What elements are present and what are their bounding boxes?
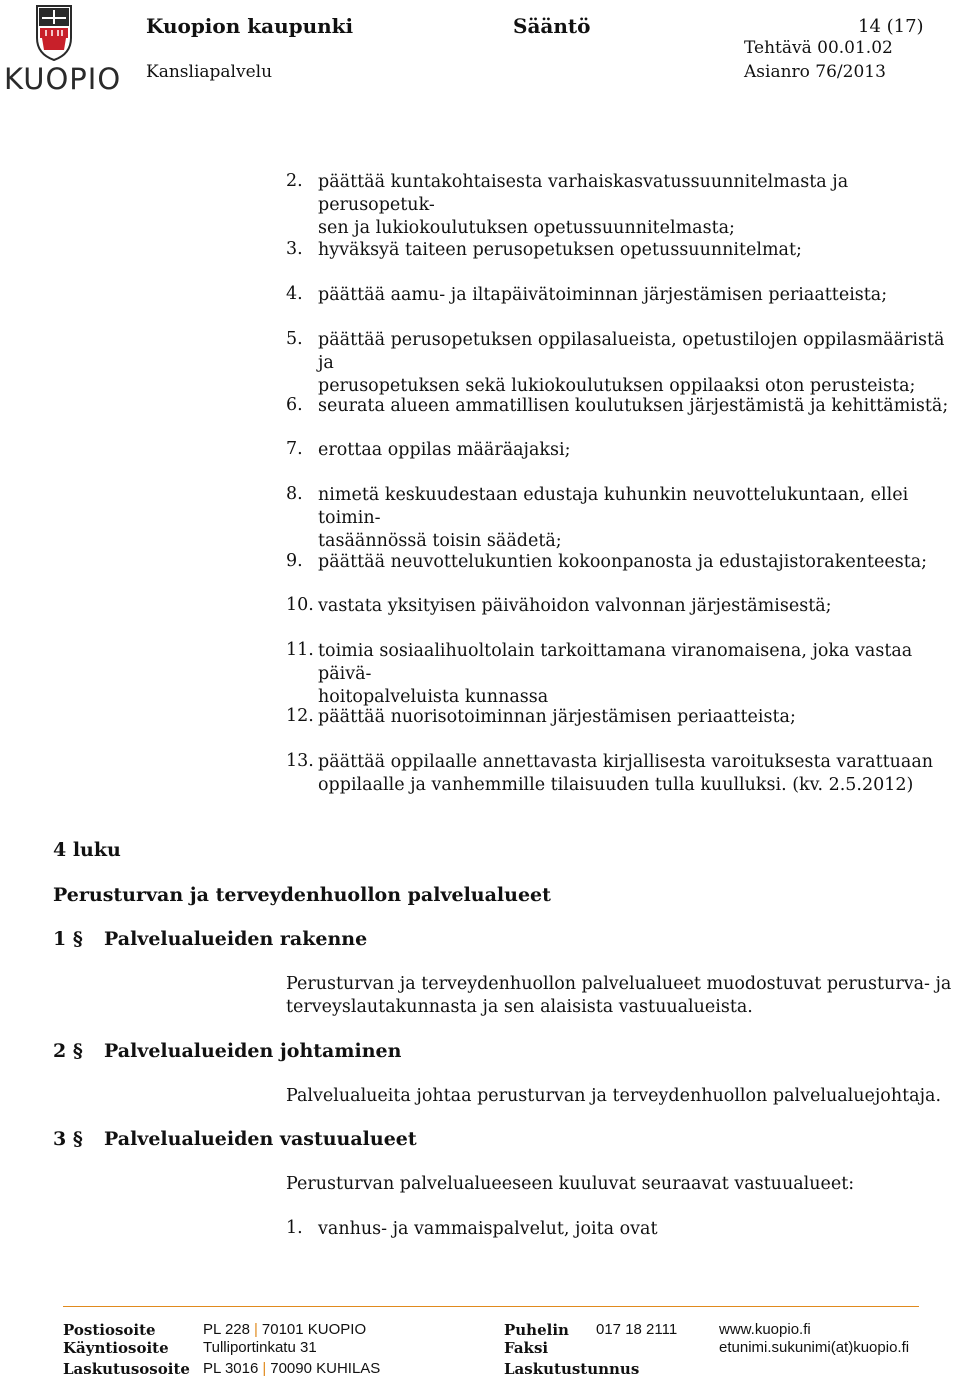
footer-billing-id-label: Laskutustunnus [504, 1360, 640, 1378]
list-item-line: oppilaalle ja vanhemmille tilaisuuden tulla kuulluksi. (kv. 2.5.2012) [318, 775, 914, 795]
list-item-number: 5. [286, 329, 303, 349]
list-item-line: päättää oppilaalle annettavasta kirjallisesta varoituksesta varattuaan [318, 752, 934, 772]
list-item-line: erottaa oppilas määräajaksi; [318, 440, 571, 460]
section-number: 1 § [53, 928, 83, 950]
list-item-line: seurata alueen ammatillisen koulutuksen järjestämistä ja kehittämistä; [318, 396, 949, 416]
chapter-label: 4 luku [53, 839, 121, 861]
list-item-number: 8. [286, 484, 303, 504]
header-page: 14 (17) [858, 16, 924, 37]
footer-visit-address: Tulliportinkatu 31 [203, 1339, 317, 1356]
footer-separator: | [262, 1360, 267, 1377]
section-text: Perusturvan palvelualueeseen kuuluvat seuraavat vastuualueet: [286, 1174, 855, 1194]
footer-billing-label: Laskutusosoite [63, 1360, 190, 1378]
list-item-line: päättää neuvottelukuntien kokoonpanosta ja edustajistorakenteesta; [318, 552, 928, 572]
footer-fax-label: Faksi [504, 1339, 549, 1357]
footer-email-link[interactable]: etunimi.sukunimi(at)kuopio.fi [719, 1339, 910, 1356]
footer-web-link[interactable]: www.kuopio.fi [719, 1321, 811, 1338]
list-item-line: päättää kuntakohtaisesta varhaiskasvatussuunnitelmasta ja perusopetuk- [318, 172, 849, 215]
header-doc-type: Sääntö [513, 14, 591, 38]
section-title: Palvelualueiden vastuualueet [104, 1128, 417, 1150]
section-text: Perusturvan ja terveydenhuollon palvelualueet muodostuvat perusturva- ja [286, 974, 952, 994]
footer-postal-label: Postiosoite [63, 1321, 156, 1339]
list-item-line: hyväksyä taiteen perusopetuksen opetussuunnitelmat; [318, 240, 802, 260]
section-title: Palvelualueiden johtaminen [104, 1040, 402, 1062]
chapter-title: Perusturvan ja terveydenhuollon palvelualueet [53, 884, 551, 906]
footer-phone-label: Puhelin [504, 1321, 569, 1339]
footer-billing-address [203, 1360, 380, 1377]
footer-separator: | [254, 1321, 258, 1338]
section-title: Palvelualueiden rakenne [104, 928, 368, 950]
list-item-number: 3. [286, 239, 303, 259]
list-item-number: 11. [286, 640, 314, 660]
list-item-line: sen ja lukiokoulutuksen opetussuunnitelmasta; [318, 218, 735, 238]
header-department: Kansliapalvelu [146, 62, 273, 82]
footer-postal-address [203, 1321, 366, 1338]
list-item-number: 1. [286, 1218, 303, 1238]
list-item-line: vastata yksityisen päivähoidon valvonnan järjestämisestä; [318, 596, 832, 616]
list-item-number: 2. [286, 171, 303, 191]
list-item-line: tasäännössä toisin säädetä; [318, 531, 562, 551]
section-number: 3 § [53, 1128, 83, 1150]
footer-postal-box: PL 228 [203, 1321, 250, 1338]
list-item-number: 7. [286, 439, 303, 459]
footer-divider [63, 1306, 919, 1307]
section-text: Palvelualueita johtaa perusturvan ja terveydenhuollon palvelualuejohtaja. [286, 1086, 942, 1106]
list-item-line: hoitopalveluista kunnassa [318, 687, 549, 707]
list-item-number: 6. [286, 395, 303, 415]
list-item-number: 12. [286, 706, 314, 726]
kuopio-logo [4, 4, 122, 100]
list-item-line: päättää nuorisotoiminnan järjestämisen periaatteista; [318, 707, 796, 727]
list-item-line: päättää aamu- ja iltapäivätoiminnan järjestämisen periaatteista; [318, 285, 888, 305]
list-item-line: toimia sosiaalihuoltolain tarkoittamana viranomaisena, joka vastaa päivä- [318, 641, 913, 684]
footer-postal-city: 70101 KUOPIO [261, 1321, 367, 1338]
logo-text: KUOPIO [4, 62, 122, 96]
list-item-line: nimetä keskuudestaan edustaja kuhunkin neuvottelukuntaan, ellei toimin- [318, 485, 909, 528]
list-item-number: 9. [286, 551, 303, 571]
list-item-number: 10. [286, 595, 314, 615]
header-task: Tehtävä 00.01.02 [744, 38, 893, 58]
footer-phone: 017 18 2111 [596, 1321, 678, 1338]
footer-visit-label: Käyntiosoite [63, 1339, 169, 1357]
list-item-line: perusopetuksen sekä lukiokoulutuksen oppilaaksi oton perusteista; [318, 376, 916, 396]
header-case: Asianro 76/2013 [744, 62, 886, 82]
list-item-line: päättää perusopetuksen oppilasalueista, opetustilojen oppilasmääristä ja [318, 330, 945, 373]
footer-billing-city: 70090 KUHILAS [270, 1360, 381, 1377]
footer-billing-box: PL 3016 [203, 1360, 259, 1377]
header-city: Kuopion kaupunki [146, 14, 354, 38]
section-text: terveyslautakunnasta ja sen alaisista vastuualueista. [286, 997, 753, 1017]
list-item-line: vanhus- ja vammaispalvelut, joita ovat [318, 1219, 658, 1239]
list-item-number: 4. [286, 284, 303, 304]
list-item-number: 13. [286, 751, 314, 771]
section-number: 2 § [53, 1040, 83, 1062]
